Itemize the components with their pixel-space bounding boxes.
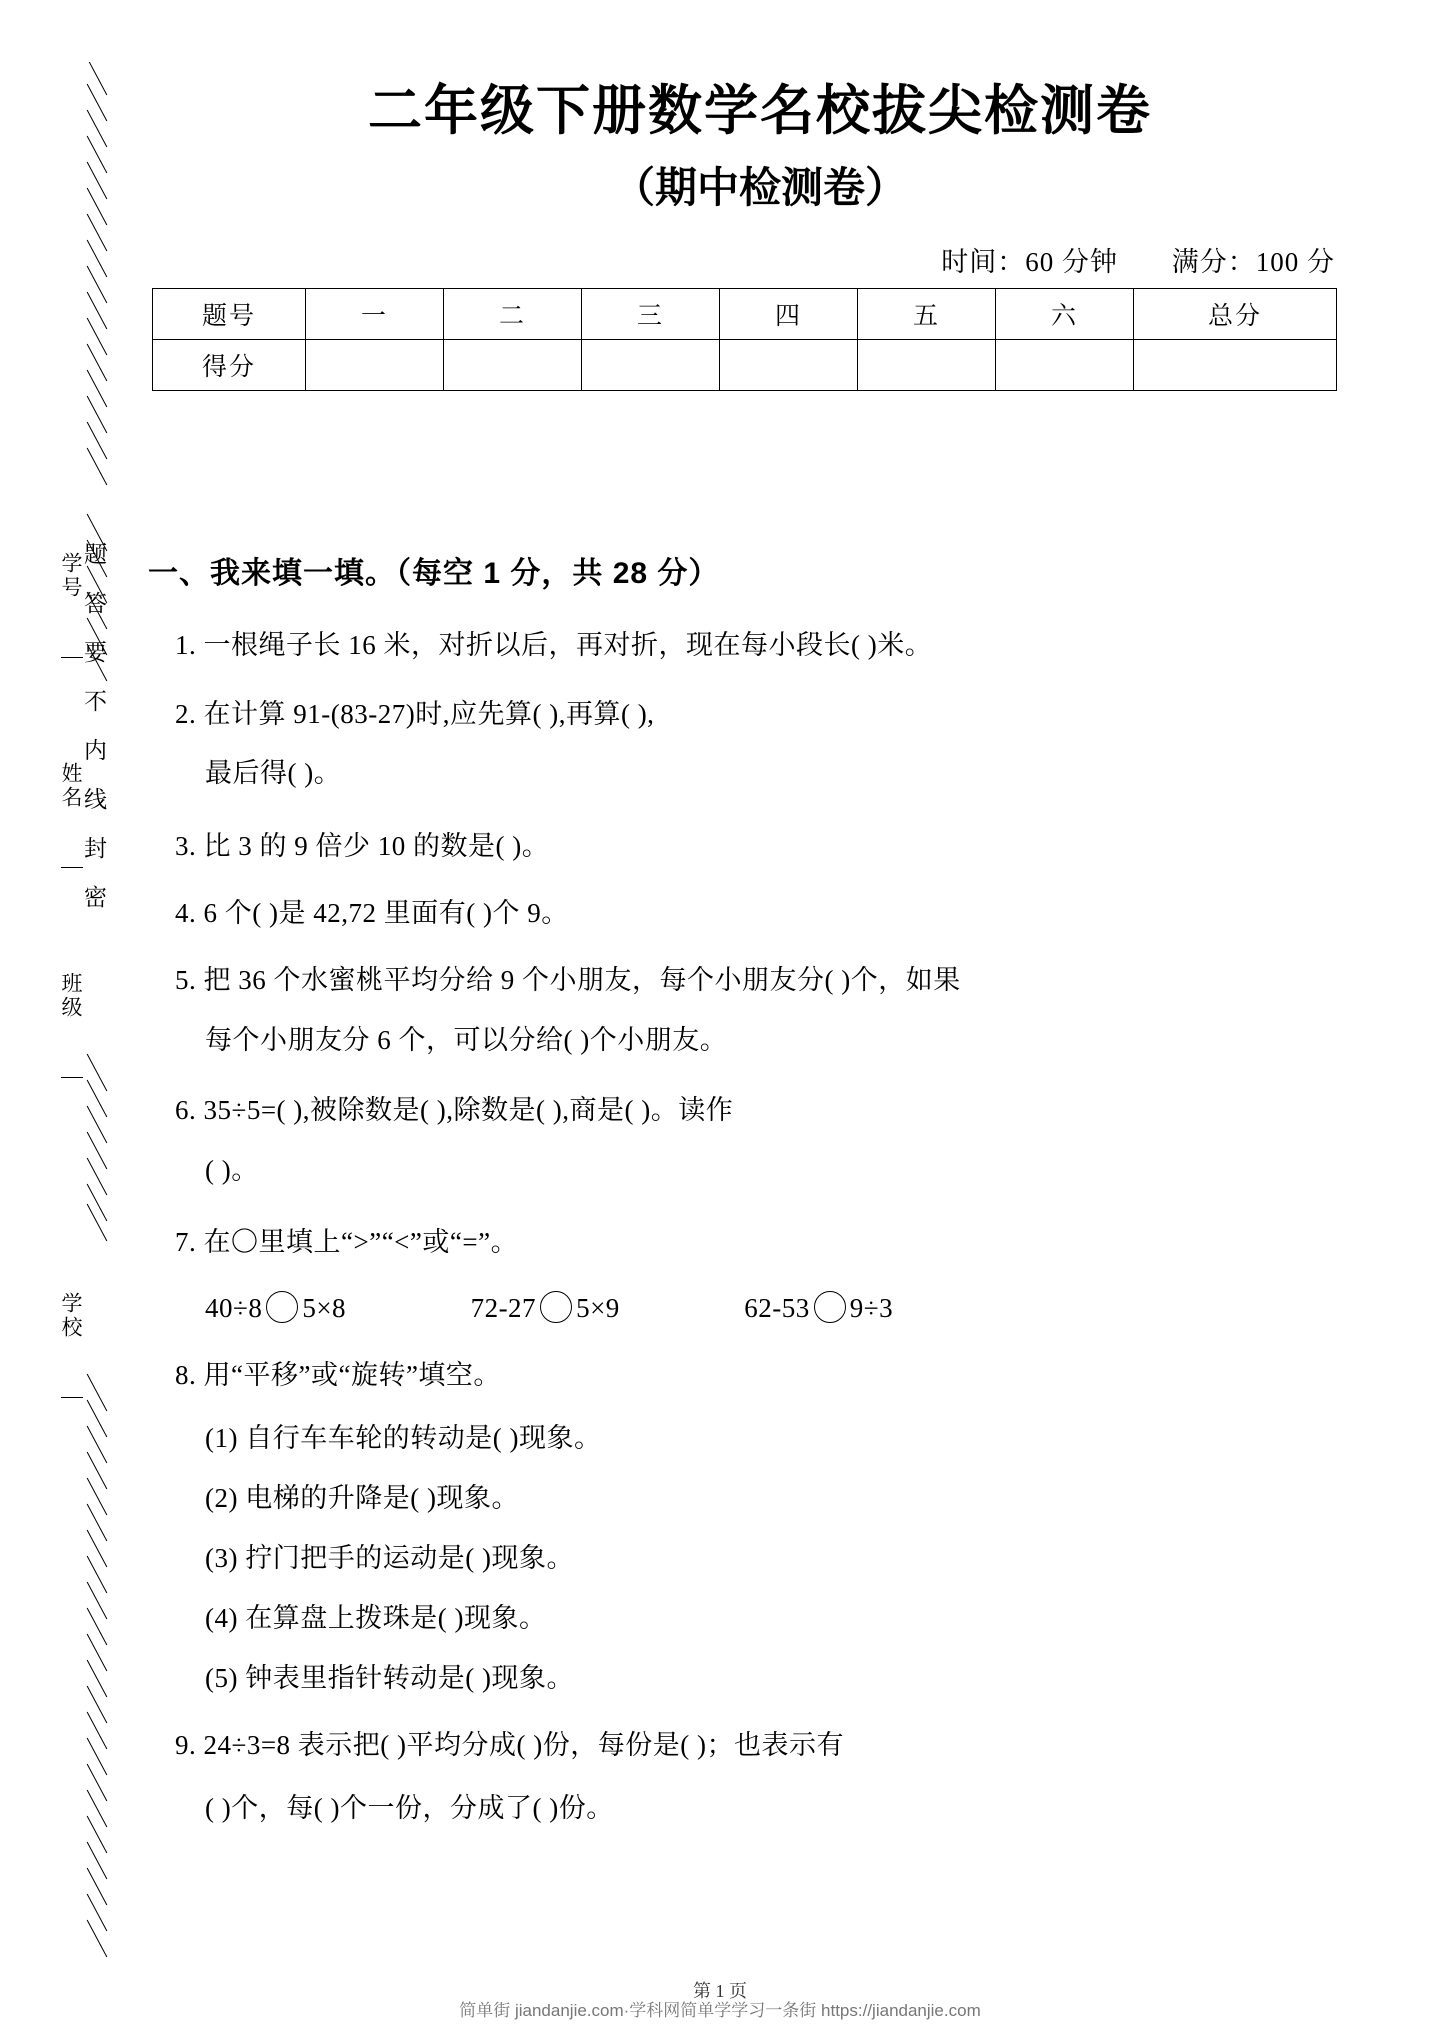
compare-left-b: 5×8 xyxy=(302,1293,347,1323)
question-5-line2: 每个小朋友分 6 个，可以分给( )个小朋友。 xyxy=(205,1025,728,1055)
page-subtitle: （期中检测卷） xyxy=(612,164,907,211)
score-cell-2[interactable] xyxy=(444,340,582,391)
compare-right-b: 9÷3 xyxy=(849,1293,894,1323)
score-cell-6[interactable] xyxy=(996,340,1134,391)
exam-meta xyxy=(895,240,1335,279)
question-8: 8. 用“平移”或“旋转”填空。 xyxy=(175,1360,501,1390)
compare-mid-a: 72-27 xyxy=(470,1293,537,1323)
question-3: 3. 比 3 的 9 倍少 10 的数是( )。 xyxy=(175,831,550,861)
question-9-line1: 9. 24÷3=8 表示把( )平均分成( )份，每份是( )；也表示有 xyxy=(175,1730,844,1760)
seal-field-school: 学校 xyxy=(59,1292,83,1340)
score-table-col-2: 二 xyxy=(444,289,582,340)
compare-circle-1[interactable] xyxy=(266,1291,298,1323)
score-cell-4[interactable] xyxy=(720,340,858,391)
compare-circle-3[interactable] xyxy=(814,1291,846,1323)
question-5-line1: 5. 把 36 个水蜜桃平均分给 9 个小朋友，每个小朋友分( )个，如果 xyxy=(175,965,961,995)
score-cell-1[interactable] xyxy=(306,340,444,391)
watermark-footer: 简单街 jiandanjie.com·学科网简单学学习一条街 https://jiandanjie.com xyxy=(459,2001,981,2020)
seal-notice-text: 题答要不内线封密 xyxy=(81,542,106,934)
compare-left-a: 40÷8 xyxy=(205,1293,263,1323)
question-4: 4. 6 个( )是 42,72 里面有( )个 9。 xyxy=(175,898,569,928)
score-table xyxy=(152,288,1337,391)
score-table-col-5: 五 xyxy=(858,289,996,340)
question-8-3: (3) 拧门把手的运动是( )现象。 xyxy=(205,1543,574,1573)
question-8-5: (5) 钟表里指针转动是( )现象。 xyxy=(205,1663,574,1693)
question-7-compare-row xyxy=(205,1288,893,1328)
score-table-col-6: 六 xyxy=(996,289,1134,340)
question-1: 1. 一根绳子长 16 米，对折以后，再对折，现在每小段长( )米。 xyxy=(175,630,933,660)
compare-mid-b: 5×9 xyxy=(576,1293,620,1323)
exam-time: 时间：60 分钟 xyxy=(941,247,1118,277)
score-table-total-header: 总分 xyxy=(1134,289,1337,340)
question-2-line2: 最后得( )。 xyxy=(205,758,342,788)
seal-strip xyxy=(56,62,126,1962)
question-2-line1: 2. 在计算 91-(83-27)时,应先算( ),再算( ), xyxy=(175,699,655,729)
score-table-col-1: 一 xyxy=(306,289,444,340)
question-6-line1: 6. 35÷5=( ),被除数是( ),除数是( ),商是( )。读作 xyxy=(175,1095,734,1125)
seal-field-name: 姓名 xyxy=(59,762,83,810)
page-title: 二年级下册数学名校拔尖检测卷 xyxy=(368,81,1152,141)
seal-underline-school xyxy=(61,1397,83,1398)
score-cell-total[interactable] xyxy=(1134,340,1337,391)
table-row xyxy=(153,340,1337,391)
score-cell-3[interactable] xyxy=(582,340,720,391)
page-number: 第 1 页 xyxy=(693,1981,747,2001)
section-heading-1: 一、我来填一填。（每空 1 分，共 28 分） xyxy=(148,557,720,590)
score-table-col-3: 三 xyxy=(582,289,720,340)
compare-right-a: 62-53 xyxy=(744,1293,810,1323)
score-cell-5[interactable] xyxy=(858,340,996,391)
score-table-row-label-1: 题号 xyxy=(153,289,306,340)
question-8-4: (4) 在算盘上拨珠是( )现象。 xyxy=(205,1603,547,1633)
score-table-row-label-2: 得分 xyxy=(153,340,306,391)
question-8-1: (1) 自行车车轮的转动是( )现象。 xyxy=(205,1423,602,1453)
seal-underline-class xyxy=(61,1077,83,1078)
question-7: 7. 在〇里填上“>”“<”或“=”。 xyxy=(175,1227,519,1257)
question-9-line2: ( )个，每( )个一份，分成了( )份。 xyxy=(205,1793,614,1823)
question-8-2: (2) 电梯的升降是( )现象。 xyxy=(205,1483,519,1513)
seal-field-class: 班级 xyxy=(59,972,83,1020)
seal-field-student-id: 学号 xyxy=(59,552,83,600)
compare-circle-2[interactable] xyxy=(540,1291,572,1323)
score-table-col-4: 四 xyxy=(720,289,858,340)
exam-full-marks: 满分：100 分 xyxy=(1171,247,1335,277)
table-row xyxy=(153,289,1337,340)
question-6-line2: ( )。 xyxy=(205,1155,259,1185)
